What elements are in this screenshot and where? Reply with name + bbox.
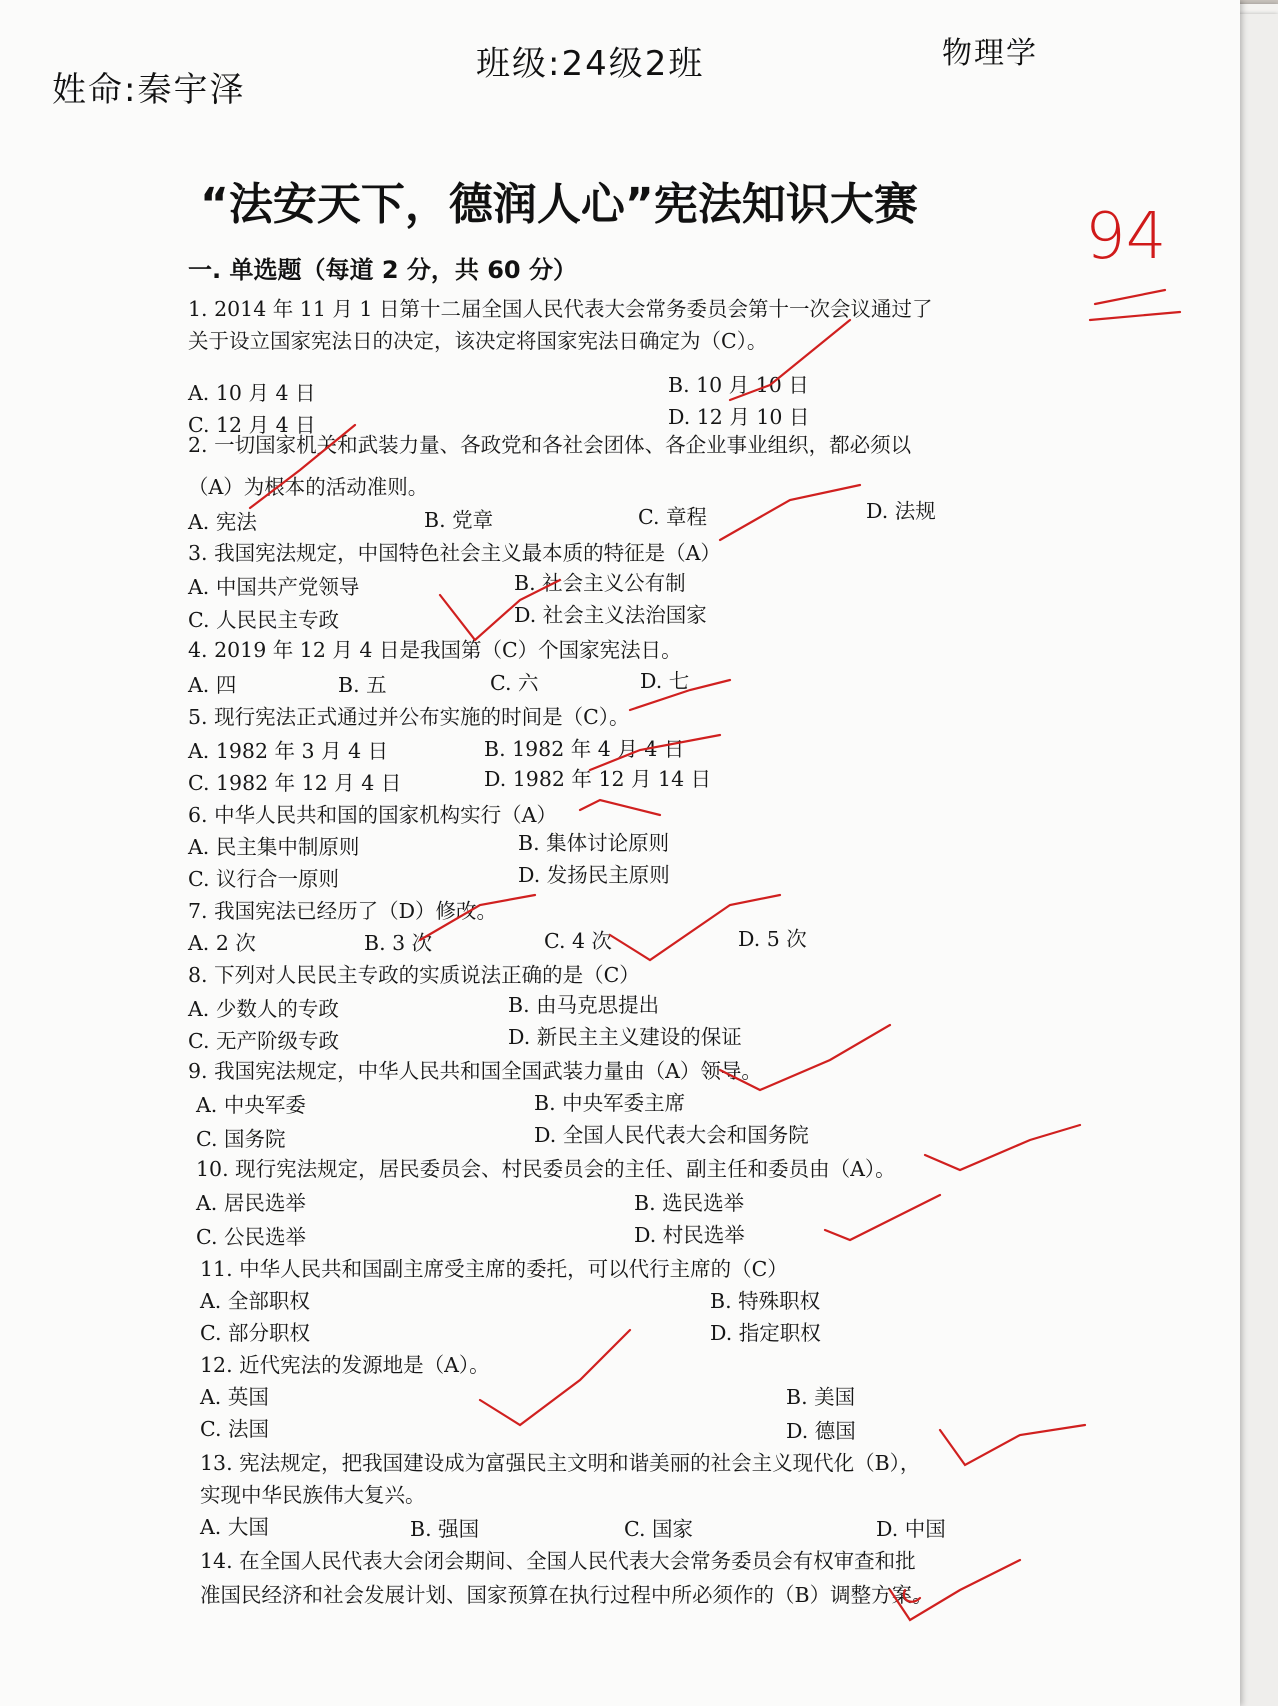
option: D. 新民主主义建设的保证	[508, 1025, 742, 1049]
question-line: 准国民经济和社会发展计划、国家预算在执行过程中所必须作的（B）调整方案。	[200, 1583, 933, 1607]
option: B. 选民选举	[634, 1191, 745, 1215]
option: C. 1982 年 12 月 4 日	[188, 771, 402, 795]
question-line: 12. 近代宪法的发源地是（A）。	[200, 1353, 490, 1377]
answer-circle	[904, 1590, 920, 1602]
option: B. 由马克思提出	[508, 993, 660, 1017]
option: A. 民主集中制原则	[188, 835, 360, 859]
check-mark	[480, 1330, 630, 1425]
option: B. 10 月 10 日	[668, 373, 809, 397]
question-line: 2. 一切国家机关和武装力量、各政党和各社会团体、各企业事业组织，都必须以	[188, 433, 912, 457]
student-name: 姓命:秦宇泽	[52, 70, 246, 110]
score-mark: 94	[1085, 200, 1167, 274]
option: A. 宪法	[188, 510, 257, 534]
check-mark	[440, 580, 560, 640]
option: A. 中央军委	[196, 1093, 306, 1117]
check-mark	[250, 425, 355, 508]
option: B. 党章	[424, 508, 494, 532]
option: A. 英国	[200, 1385, 269, 1409]
question-line: 8. 下列对人民民主专政的实质说法正确的是（C）	[188, 963, 640, 987]
option: A. 1982 年 3 月 4 日	[188, 739, 389, 763]
option: D. 村民选举	[634, 1223, 745, 1247]
check-mark	[580, 800, 660, 815]
question-line: 5. 现行宪法正式通过并公布实施的时间是（C）。	[188, 705, 630, 729]
question-line: 关于设立国家宪法日的决定，该决定将国家宪法日确定为（C）。	[188, 329, 768, 353]
option: C. 12 月 4 日	[188, 413, 316, 437]
option: A. 2 次	[188, 931, 256, 955]
option: B. 特殊职权	[710, 1289, 821, 1313]
question-line: （A）为根本的活动准则。	[188, 475, 429, 499]
student-class: 班级:24级2班	[476, 44, 705, 84]
option: D. 七	[640, 669, 690, 693]
question-line: 10. 现行宪法规定，居民委员会、村民委员会的主任、副主任和委员由（A）。	[196, 1157, 896, 1181]
option: C. 六	[490, 671, 539, 695]
check-mark	[720, 1025, 890, 1090]
option: D. 指定职权	[710, 1321, 821, 1345]
check-mark	[630, 680, 730, 710]
option: B. 强国	[410, 1517, 480, 1541]
check-mark	[730, 320, 850, 400]
question-line: 1. 2014 年 11 月 1 日第十二届全国人民代表大会常务委员会第十一次会议通过了	[188, 297, 933, 321]
option: A. 四	[188, 673, 237, 697]
option: C. 部分职权	[200, 1321, 310, 1345]
option: A. 大国	[200, 1515, 269, 1539]
section-heading: 一. 单选题（每道 2 分，共 60 分）	[188, 256, 577, 284]
option: D. 5 次	[738, 927, 807, 951]
option: C. 人民民主专政	[188, 608, 339, 632]
question-line: 6. 中华人民共和国的国家机构实行（A）	[188, 803, 557, 827]
option: C. 章程	[638, 505, 707, 529]
option: C. 法国	[200, 1417, 269, 1441]
question-line: 3. 我国宪法规定，中国特色社会主义最本质的特征是（A）	[188, 541, 721, 565]
option: C. 无产阶级专政	[188, 1029, 339, 1053]
score-slash	[1095, 290, 1165, 304]
option: B. 集体讨论原则	[518, 831, 670, 855]
option: D. 德国	[786, 1419, 856, 1443]
option: C. 国家	[624, 1517, 693, 1541]
option: A. 居民选举	[196, 1191, 306, 1215]
option: D. 1982 年 12 月 14 日	[484, 767, 712, 791]
option: B. 美国	[786, 1385, 856, 1409]
option: B. 中央军委主席	[534, 1091, 686, 1115]
option: D. 法规	[866, 499, 936, 523]
option: D. 中国	[876, 1517, 946, 1541]
option: D. 发扬民主原则	[518, 863, 670, 887]
option: B. 3 次	[364, 931, 433, 955]
option: A. 少数人的专政	[188, 997, 339, 1021]
option: A. 10 月 4 日	[188, 381, 316, 405]
page-title: “法安天下，德润人心”宪法知识大赛	[200, 179, 918, 230]
option: C. 议行合一原则	[188, 867, 339, 891]
student-major: 物理学	[942, 36, 1038, 71]
question-line: 7. 我国宪法已经历了（D）修改。	[188, 899, 498, 923]
option: B. 1982 年 4 月 4 日	[484, 737, 685, 761]
option: C. 国务院	[196, 1127, 286, 1151]
check-mark	[940, 1425, 1085, 1465]
check-mark	[590, 735, 720, 770]
question-line: 4. 2019 年 12 月 4 日是我国第（C）个国家宪法日。	[188, 638, 682, 662]
check-mark	[825, 1195, 940, 1240]
question-line: 9. 我国宪法规定，中华人民共和国全国武装力量由（A）领导。	[188, 1059, 762, 1083]
check-mark	[420, 895, 535, 940]
option: D. 12 月 10 日	[668, 405, 810, 429]
option: A. 全部职权	[200, 1289, 310, 1313]
check-mark	[720, 485, 860, 540]
option: C. 公民选举	[196, 1225, 306, 1249]
question-line: 13. 宪法规定，把我国建设成为富强民主文明和谐美丽的社会主义现代化（B），	[200, 1451, 921, 1475]
option: A. 中国共产党领导	[188, 575, 360, 599]
option: C. 4 次	[544, 929, 613, 953]
question-line: 实现中华民族伟大复兴。	[200, 1483, 426, 1507]
option: B. 五	[338, 673, 387, 697]
option: D. 全国人民代表大会和国务院	[534, 1123, 809, 1147]
option: B. 社会主义公有制	[514, 571, 686, 595]
check-mark	[890, 1560, 1020, 1620]
check-mark	[925, 1125, 1080, 1170]
question-line: 14. 在全国人民代表大会闭会期间、全国人民代表大会常务委员会有权审查和批	[200, 1549, 916, 1573]
score-underline	[1090, 312, 1180, 320]
option: D. 社会主义法治国家	[514, 603, 707, 627]
question-line: 11. 中华人民共和国副主席受主席的委托，可以代行主席的（C）	[200, 1257, 788, 1281]
check-mark	[610, 895, 780, 960]
